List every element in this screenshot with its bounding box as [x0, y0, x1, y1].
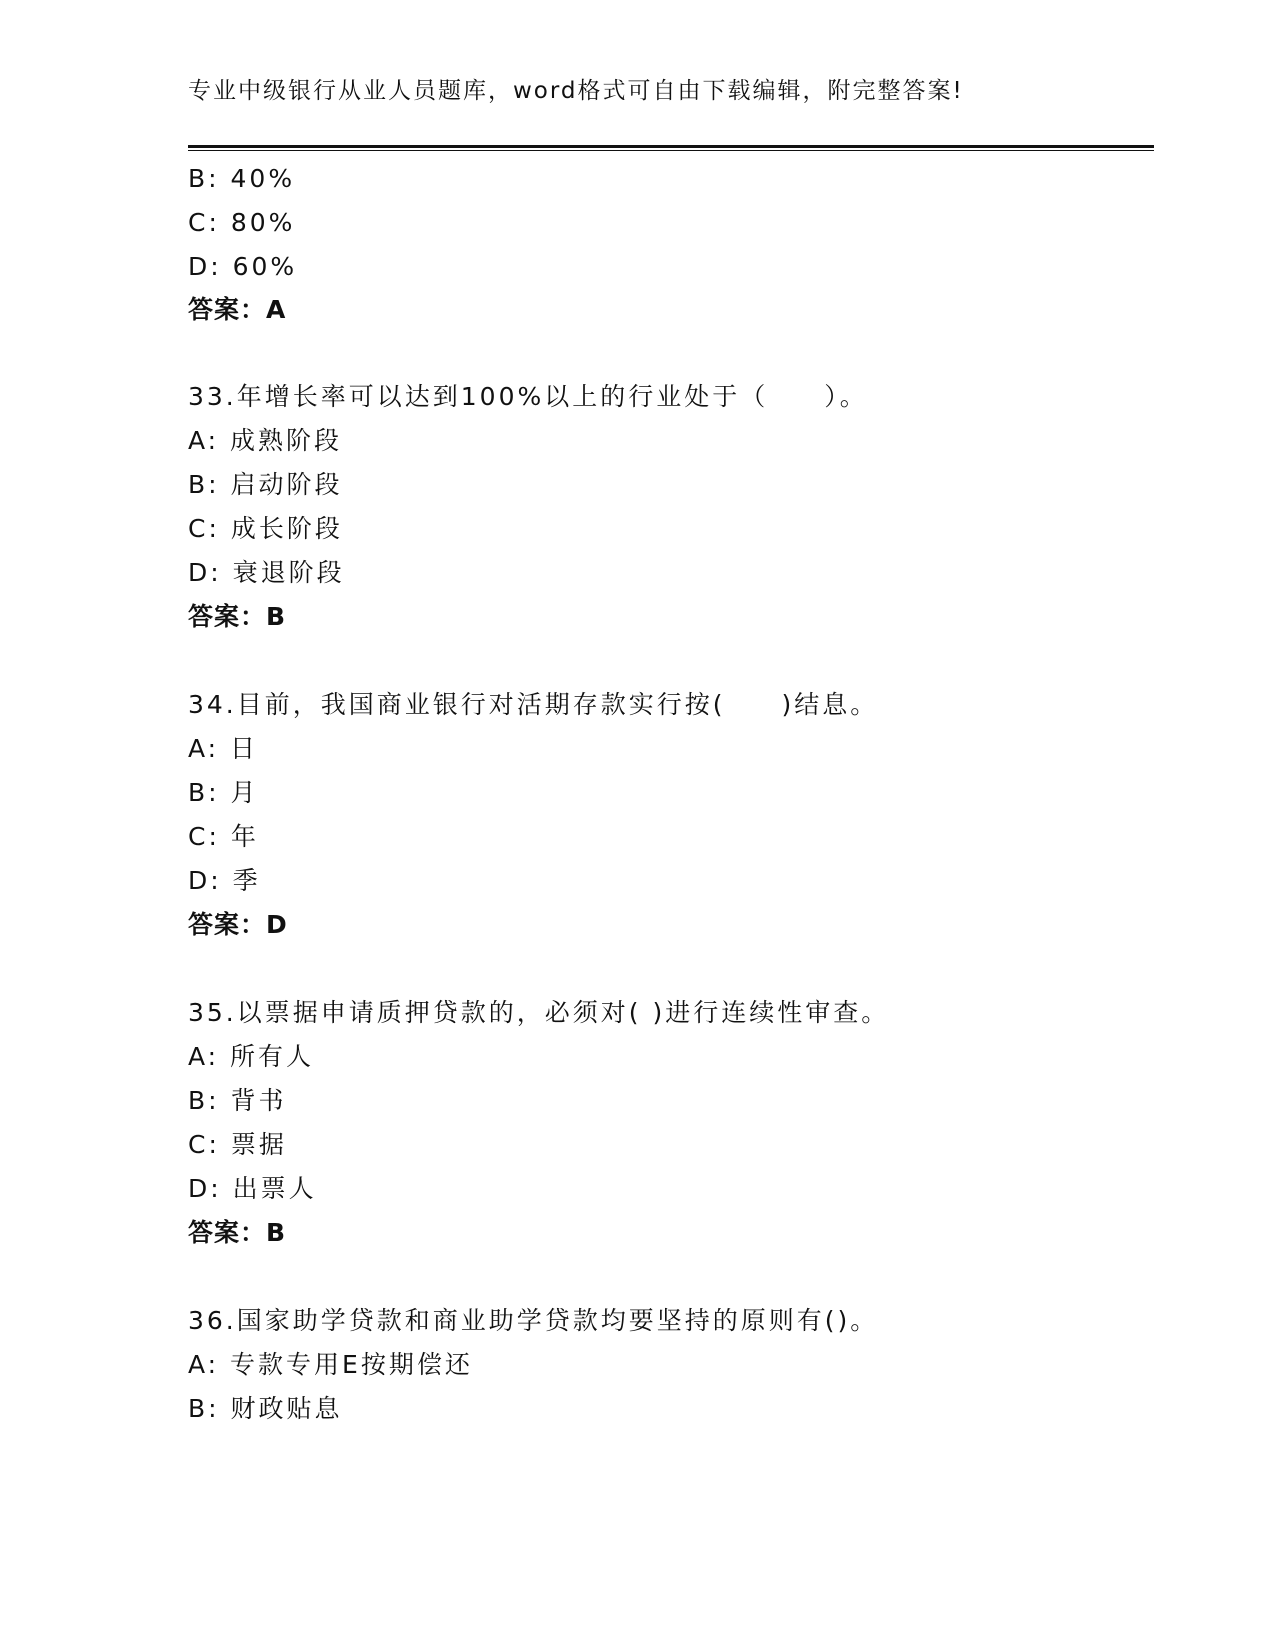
option-b: B: 背书: [188, 1086, 287, 1115]
answer-line: 答案：B: [188, 1218, 287, 1247]
page-header: 专业中级银行从业人员题库，word格式可自由下载编辑，附完整答案!: [188, 78, 964, 104]
option-b: B: 财政贴息: [188, 1394, 343, 1423]
option-c: C: 年: [188, 822, 259, 851]
option-c: C: 票据: [188, 1130, 287, 1159]
question-35: 35.以票据申请质押贷款的，必须对( )进行连续性审查。: [188, 998, 890, 1027]
option-c: C: 成长阶段: [188, 514, 343, 543]
question-36: 36.国家助学贷款和商业助学贷款均要坚持的原则有()。: [188, 1306, 879, 1335]
question-34: 34.目前，我国商业银行对活期存款实行按( )结息。: [188, 690, 879, 719]
answer-line: 答案：B: [188, 602, 287, 631]
option-a: A: 所有人: [188, 1042, 315, 1071]
option-d: D: 季: [188, 866, 261, 895]
option-d: D: 出票人: [188, 1174, 317, 1203]
answer-line: 答案：A: [188, 295, 287, 324]
question-33: 33.年增长率可以达到100%以上的行业处于（ ）。: [188, 382, 868, 411]
option-b: B: 月: [188, 778, 259, 807]
answer-line: 答案：D: [188, 910, 288, 939]
option-c: C: 80%: [188, 208, 296, 237]
option-d: D: 60%: [188, 252, 298, 281]
option-b: B: 40%: [188, 164, 296, 193]
option-a: A: 成熟阶段: [188, 426, 343, 455]
option-a: A: 日: [188, 734, 259, 763]
option-d: D: 衰退阶段: [188, 558, 345, 587]
header-divider: [188, 145, 1154, 148]
header-divider-thin: [188, 150, 1154, 151]
option-a: A: 专款专用E按期偿还: [188, 1350, 473, 1379]
option-b: B: 启动阶段: [188, 470, 343, 499]
